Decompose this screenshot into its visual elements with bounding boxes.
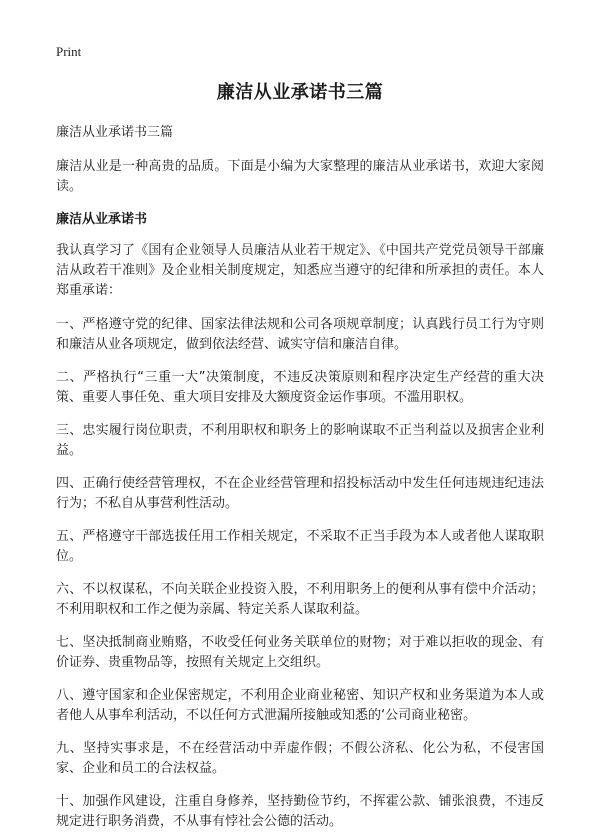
- document-subtitle: 廉洁从业承诺书三篇: [56, 125, 174, 140]
- commitment-item-10: 十、加强作风建设，注重自身修养，坚持勤俭节约，不挥霍公款、铺张浪费，不违反规定进行职务消费，不从事有悖社会公德的活动。: [56, 794, 544, 829]
- commitment-item-5: 五、严格遵守干部选拔任用工作相关规定，不采取不正当手段为本人或者他人谋取职位。: [56, 529, 544, 564]
- intro-paragraph: 廉洁从业是一种高贵的品质。下面是小编为大家整理的廉洁从业承诺书，欢迎大家阅读。: [56, 159, 544, 194]
- commitment-item-6: 六、不以权谋私，不向关联企业投资入股，不利用职务上的便利从事有偿中介活动；不利用职权和工作之便为亲属、特定关系人谋取利益。: [56, 582, 544, 617]
- page-title: 廉洁从业承诺书三篇: [216, 82, 384, 103]
- section-heading: 廉洁从业承诺书: [56, 212, 148, 227]
- preface-paragraph: 我认真学习了《国有企业领导人员廉洁从业若干规定》、《中国共产党党员领导干部廉洁从政若干准则》及企业相关制度规定，知悉应当遵守的纪律和所承担的责任。本人郑重承诺：: [56, 243, 544, 298]
- commitment-item-4: 四、正确行使经营管理权，不在企业经营管理和招投标活动中发生任何违规违纪违法行为；不私自从事营利性活动。: [56, 476, 544, 511]
- commitment-item-1: 一、严格遵守党的纪律、国家法律法规和公司各项规章制度；认真践行员工行为守则和廉洁从业各项规定，做到依法经营、诚实守信和廉洁自律。: [56, 317, 544, 352]
- commitment-item-9: 九、坚持实事求是，不在经营活动中弄虚作假；不假公济私、化公为私，不侵害国家、企业和员工的合法权益。: [56, 741, 544, 776]
- commitment-item-2: 二、严格执行“三重一大”决策制度，不违反决策原则和程序决定生产经营的重大决策、重要人事任免、重大项目安排及大额度资金运作事项。不滥用职权。: [56, 370, 544, 405]
- commitment-item-8: 八、遵守国家和企业保密规定，不利用企业商业秘密、知识产权和业务渠道为本人或者他人从事牟利活动，不以任何方式泄漏所接触或知悉的‘公司商业秘密。: [56, 688, 544, 723]
- commitment-item-3: 三、忠实履行岗位职责，不利用职权和职务上的影响谋取不正当利益以及损害企业利益。: [56, 423, 544, 458]
- commitment-list: [56, 315, 544, 832]
- commitment-item-7: 七、坚决抵制商业贿赂，不收受任何业务关联单位的财物；对于难以拒收的现金、有价证券、贵重物品等，按照有关规定上交组织。: [56, 635, 544, 670]
- print-link[interactable]: Print: [56, 44, 82, 59]
